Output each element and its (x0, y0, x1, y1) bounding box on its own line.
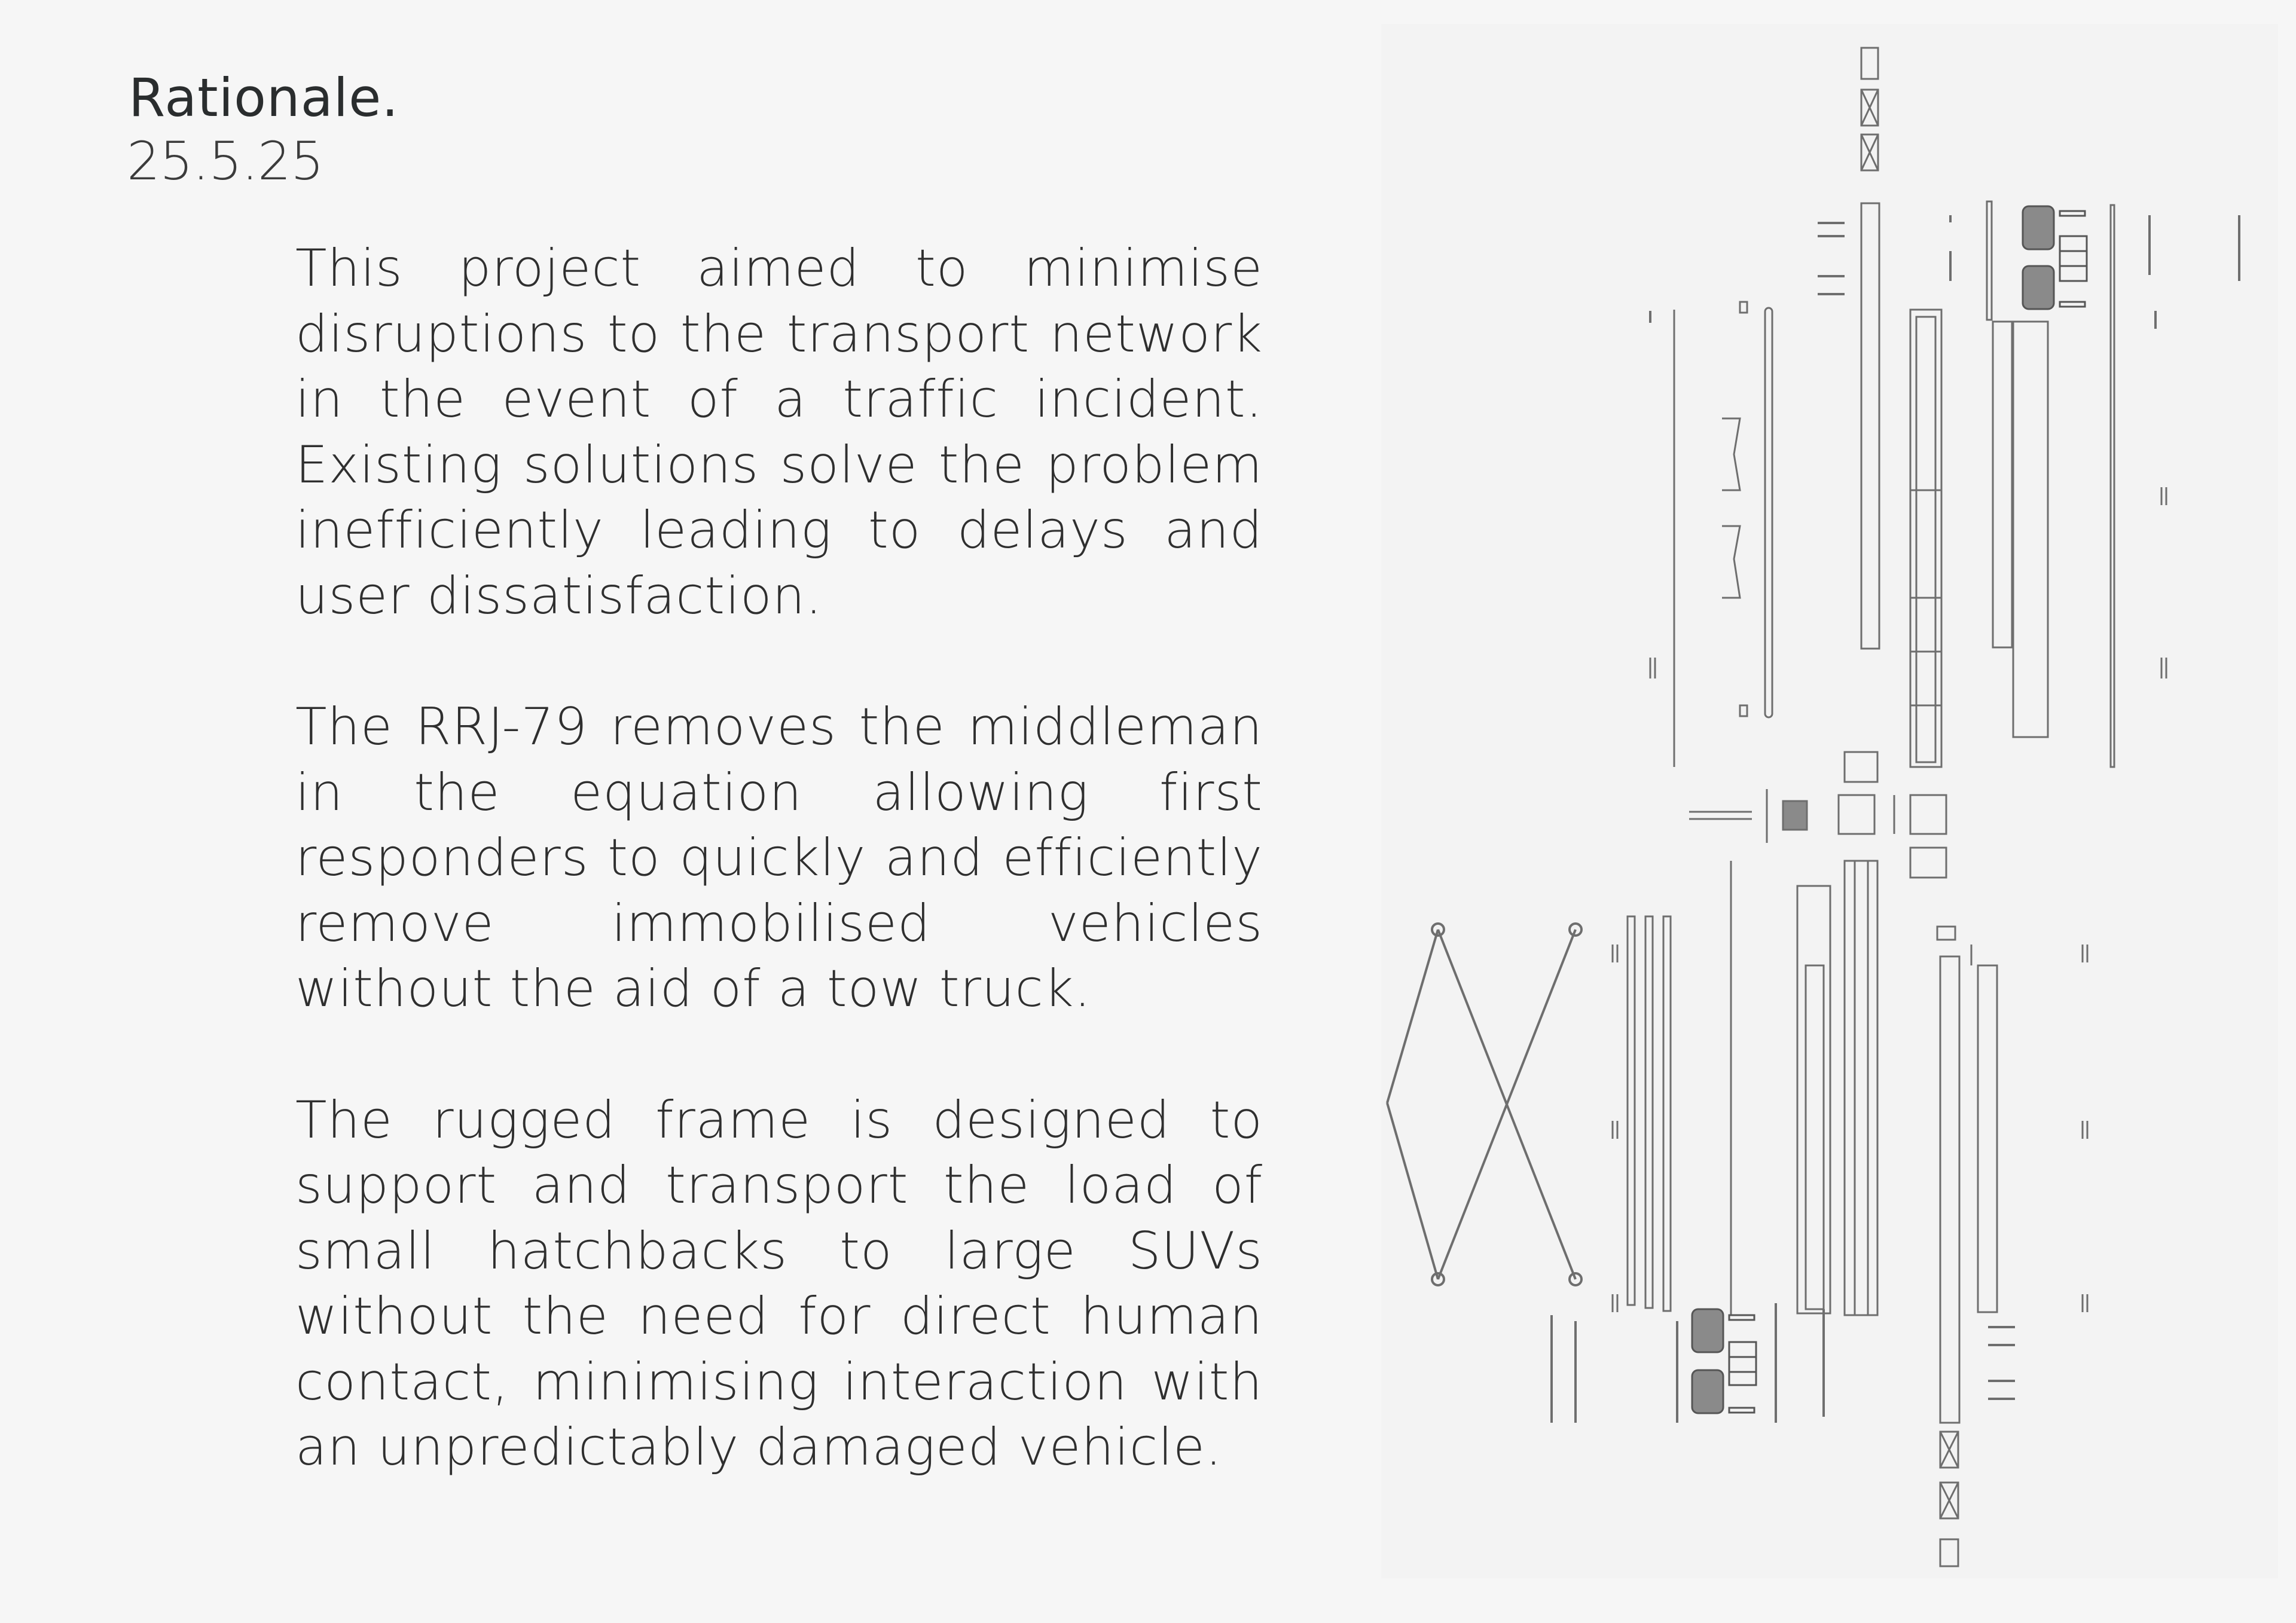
drawing-background (1381, 24, 2278, 1578)
paragraph-objective: This project aimed to minimise disruptions to the transport network in the event of a traffic incident. Existing solutions solve the problem inefficiently leading to delays and user dissatisfaction. (295, 239, 1263, 626)
rationale-body (295, 236, 1263, 1546)
paragraph-solution: The RRJ-79 removes the middleman in the equation allowing first responders to quickly and efficiently remove immobilised vehicles without the aid of a tow truck. (295, 697, 1263, 1019)
page-title: Rationale. (129, 67, 399, 129)
paragraph-frame: The rugged frame is designed to support and transport the load of small hatchbacks to large SUVs without the need for direct human contact, minimising interaction with an unpredictably damaged vehicle. (295, 1090, 1263, 1477)
exploded-parts-drawing (1369, 0, 2296, 1623)
page-date: 25.5.25 (127, 130, 323, 192)
